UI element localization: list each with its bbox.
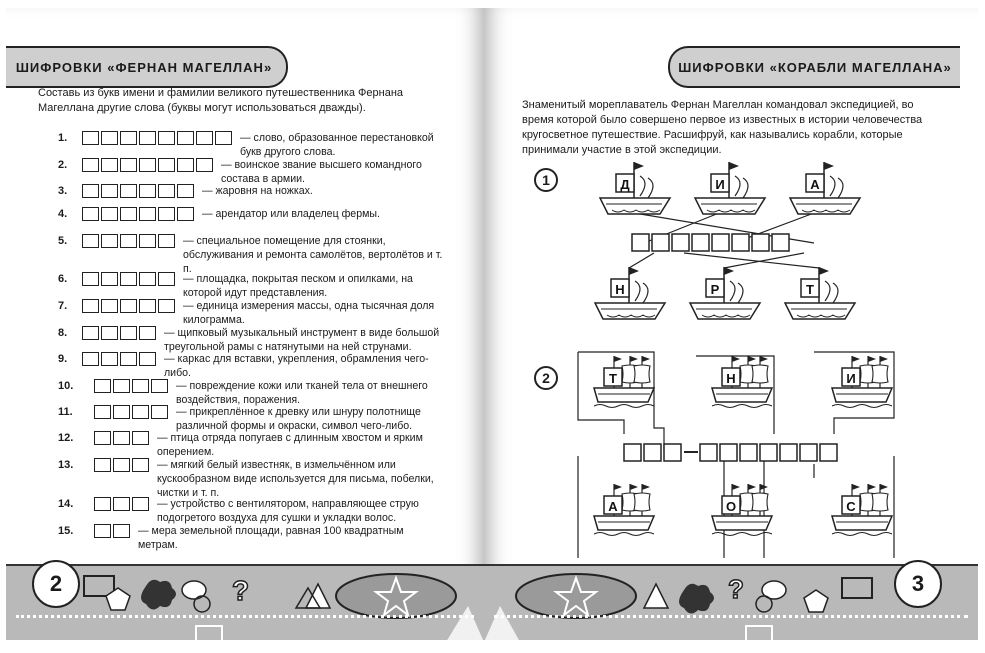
ship-letter: Т (806, 282, 814, 297)
ship-icon (600, 162, 670, 214)
letter-box[interactable] (101, 158, 118, 172)
answer-box[interactable] (672, 234, 689, 251)
letter-box[interactable] (139, 326, 156, 340)
letter-box[interactable] (139, 299, 156, 313)
letter-box[interactable] (94, 524, 111, 538)
task-definition: — мера земельной площади, равная 100 квадратным метрам. (138, 525, 404, 551)
letter-box[interactable] (215, 131, 232, 145)
answer-box[interactable] (712, 234, 729, 251)
letter-box[interactable] (158, 207, 175, 221)
puzzle-2-label: 2 (534, 366, 558, 390)
right-page-number: 3 (894, 560, 942, 608)
letter-box[interactable] (101, 326, 118, 340)
answer-box[interactable] (752, 234, 769, 251)
letter-box[interactable] (101, 352, 118, 366)
letter-box[interactable] (82, 158, 99, 172)
task-number: 15. (58, 525, 74, 537)
letter-box[interactable] (101, 234, 118, 248)
letter-box[interactable] (120, 158, 137, 172)
letter-boxes (94, 497, 151, 511)
letter-boxes (82, 184, 196, 198)
answer-box[interactable] (720, 444, 737, 461)
left-page-number: 2 (32, 560, 80, 608)
letter-box[interactable] (120, 352, 137, 366)
answer-box[interactable] (800, 444, 817, 461)
task-number: 8. (58, 327, 68, 339)
letter-boxes (82, 234, 177, 248)
ship-icon (712, 484, 772, 536)
letter-box[interactable] (196, 131, 213, 145)
task-definition: — слово, образованное перестановкой букв другого слова. (240, 132, 434, 158)
ship-letter: Д (620, 177, 630, 192)
puzzle-1-answer-boxes (632, 234, 789, 251)
task-number: 7. (58, 300, 68, 312)
letter-box[interactable] (113, 524, 130, 538)
answer-box[interactable] (644, 444, 661, 461)
right-page-intro: Знаменитый мореплаватель Фернан Магеллан командовал экспедицией, во время которой было совершено первое из известных в истории человечества кругосветное путешествие. Расшифруй, как назывались корабли, которые принимали участие в этой экспедиции. (522, 99, 923, 156)
letter-box[interactable] (132, 458, 149, 472)
pentagon-shape-icon (106, 588, 130, 610)
letter-box[interactable] (120, 326, 137, 340)
ship-icon (790, 162, 860, 214)
right-page-header: ШИФРОВКИ «КОРАБЛИ МАГЕЛЛАНА» (668, 46, 960, 88)
answer-box[interactable] (780, 444, 797, 461)
ship-icon (712, 356, 772, 408)
letter-box[interactable] (139, 184, 156, 198)
letter-boxes (82, 158, 215, 172)
letter-box[interactable] (177, 131, 194, 145)
letter-box[interactable] (139, 352, 156, 366)
ship-letter: Н (615, 282, 625, 297)
ship-icon (594, 356, 654, 408)
letter-box[interactable] (132, 431, 149, 445)
letter-box[interactable] (132, 405, 149, 419)
letter-box[interactable] (113, 405, 130, 419)
letter-box[interactable] (196, 158, 213, 172)
letter-boxes (82, 299, 177, 313)
ship-letter: Т (609, 371, 617, 386)
stripe-triangle-shape (446, 606, 484, 640)
letter-box[interactable] (139, 234, 156, 248)
letter-box[interactable] (82, 326, 99, 340)
ship-icon (595, 267, 665, 319)
question-mark-icon: ? (232, 575, 250, 606)
letter-box[interactable] (120, 272, 137, 286)
task-number: 14. (58, 498, 74, 510)
letter-boxes (82, 352, 158, 366)
task-number: 2. (58, 159, 68, 171)
letter-box[interactable] (132, 379, 149, 393)
task-definition: — единица измерения массы, одна тысячная доля килограмма. (183, 300, 435, 326)
letter-box[interactable] (120, 184, 137, 198)
letter-box[interactable] (82, 207, 99, 221)
letter-box[interactable] (120, 299, 137, 313)
answer-box[interactable] (624, 444, 641, 461)
letter-box[interactable] (132, 497, 149, 511)
answer-box[interactable] (692, 234, 709, 251)
question-mark-icon: ? (728, 574, 744, 604)
letter-box[interactable] (82, 184, 99, 198)
task-definition: — устройство с вентилятором, направляющее струю подогретого воздуха для сушки и укладки волос. (157, 498, 419, 524)
task-definition: — специальное помещение для стоянки, обслуживания и ремонта самолётов, вертолётов и т. п. (183, 235, 443, 275)
left-page (6, 8, 484, 640)
ship-icon (832, 484, 892, 536)
letter-box[interactable] (82, 272, 99, 286)
task-definition: — каркас для вставки, укрепления, обрамления чего-либо. (164, 353, 429, 379)
pentagon-shape-icon (804, 590, 828, 612)
letter-box[interactable] (139, 131, 156, 145)
answer-box[interactable] (632, 234, 649, 251)
letter-box[interactable] (113, 379, 130, 393)
letter-box[interactable] (82, 352, 99, 366)
letter-box[interactable] (120, 131, 137, 145)
puzzle-2-answer-boxes (624, 444, 837, 461)
task-definition: — арендатор или владелец фермы. (202, 208, 380, 220)
left-page-intro: Составь из букв имени и фамилии великого путешественника Фернана Магеллана другие слова (буквы могут использоваться дважды). (38, 87, 404, 114)
answer-box[interactable] (760, 444, 777, 461)
letter-boxes (94, 379, 170, 393)
ship-icon (690, 267, 760, 319)
left-page-header: ШИФРОВКИ «ФЕРНАН МАГЕЛЛАН» (6, 46, 288, 88)
letter-box[interactable] (158, 131, 175, 145)
puzzle-1-label: 1 (534, 168, 558, 192)
letter-box[interactable] (177, 158, 194, 172)
answer-box[interactable] (732, 234, 749, 251)
ship-letter: О (725, 499, 737, 514)
right-dotted-line (494, 615, 968, 618)
letter-boxes (82, 272, 177, 286)
ship-icon (832, 356, 892, 408)
letter-box[interactable] (158, 234, 175, 248)
task-number: 10. (58, 380, 74, 392)
maze-shape-icon (196, 626, 222, 640)
letter-box[interactable] (94, 405, 111, 419)
letter-box[interactable] (82, 299, 99, 313)
task-definition: — повреждение кожи или тканей тела от внешнего воздействия, поражения. (176, 380, 428, 406)
letter-boxes (82, 131, 234, 145)
letter-boxes (82, 207, 196, 221)
task-definition: — птица отряда попугаев с длинным хвостом и ярким оперением. (157, 432, 423, 458)
triangle-shape-icon (644, 584, 668, 608)
letter-boxes (94, 458, 151, 472)
ship-icon (695, 162, 765, 214)
letter-box[interactable] (101, 131, 118, 145)
letter-box[interactable] (139, 207, 156, 221)
left-dotted-line (16, 615, 474, 618)
ship-letter: А (810, 177, 820, 192)
answer-box[interactable] (664, 444, 681, 461)
answer-box[interactable] (700, 444, 717, 461)
answer-box[interactable] (740, 444, 757, 461)
rectangle-shape-icon (842, 578, 872, 598)
letter-box[interactable] (113, 497, 130, 511)
task-definition: — щипковый музыкальный инструмент в виде большой треугольной рамы с натянутыми на ней струнами. (164, 327, 440, 353)
ship-letter: И (846, 371, 856, 386)
task-number: 5. (58, 235, 68, 247)
task-number: 12. (58, 432, 74, 444)
circle-shape-icon (756, 596, 772, 612)
letter-box[interactable] (101, 272, 118, 286)
task-number: 6. (58, 273, 68, 285)
task-definition: — воинское звание высшего командного состава в армии. (221, 159, 422, 185)
letter-boxes (94, 431, 151, 445)
letter-box[interactable] (139, 272, 156, 286)
task-definition: — жаровня на ножках. (202, 185, 313, 197)
task-number: 4. (58, 208, 68, 220)
letter-box[interactable] (94, 431, 111, 445)
maze-shape-icon (746, 626, 772, 640)
letter-box[interactable] (101, 184, 118, 198)
letter-box[interactable] (158, 299, 175, 313)
letter-box[interactable] (158, 158, 175, 172)
task-definition: — площадка, покрытая песком и опилками, на которой идут представления. (183, 273, 413, 299)
letter-box[interactable] (151, 405, 168, 419)
letter-box[interactable] (139, 158, 156, 172)
letter-box[interactable] (94, 497, 111, 511)
letter-boxes (82, 326, 158, 340)
letter-box[interactable] (151, 379, 168, 393)
task-number: 1. (58, 132, 68, 144)
letter-box[interactable] (101, 299, 118, 313)
letter-box[interactable] (94, 379, 111, 393)
task-number: 3. (58, 185, 68, 197)
stripe-triangle-shape (484, 606, 520, 640)
task-number: 9. (58, 353, 68, 365)
ship-letter: И (715, 177, 725, 192)
task-definition: — мягкий белый известняк, в измельчённом или кускообразном виде используется для письма, побелки, чистки и т. п. (157, 459, 434, 499)
splash-shape-icon (141, 580, 176, 610)
task-number: 13. (58, 459, 74, 471)
ship-letter: С (846, 499, 856, 514)
letter-boxes (94, 524, 132, 538)
letter-box[interactable] (158, 272, 175, 286)
circle-shape-icon (194, 596, 210, 612)
answer-box[interactable] (820, 444, 837, 461)
letter-box[interactable] (101, 207, 118, 221)
letter-box[interactable] (94, 458, 111, 472)
letter-box[interactable] (113, 458, 130, 472)
ship-letter: Р (710, 282, 720, 297)
ship-icon (594, 484, 654, 536)
letter-box[interactable] (177, 207, 194, 221)
letter-box[interactable] (177, 184, 194, 198)
task-definition: — прикреплённое к древку или шнуру полотнище различной формы и окраски, символ чего-либо. (176, 406, 421, 432)
puzzle-1-diagram (484, 158, 978, 328)
letter-boxes (94, 405, 170, 419)
puzzle-2-diagram (484, 338, 978, 558)
ship-letter: Н (726, 371, 736, 386)
letter-box[interactable] (82, 131, 99, 145)
letter-box[interactable] (120, 234, 137, 248)
splash-shape-icon (679, 584, 714, 614)
task-number: 11. (58, 406, 73, 418)
right-page (484, 8, 978, 640)
letter-box[interactable] (158, 184, 175, 198)
letter-box[interactable] (82, 234, 99, 248)
answer-box[interactable] (772, 234, 789, 251)
ship-letter: А (608, 499, 618, 514)
answer-box[interactable] (652, 234, 669, 251)
ship-icon (785, 267, 855, 319)
letter-box[interactable] (120, 207, 137, 221)
letter-box[interactable] (113, 431, 130, 445)
